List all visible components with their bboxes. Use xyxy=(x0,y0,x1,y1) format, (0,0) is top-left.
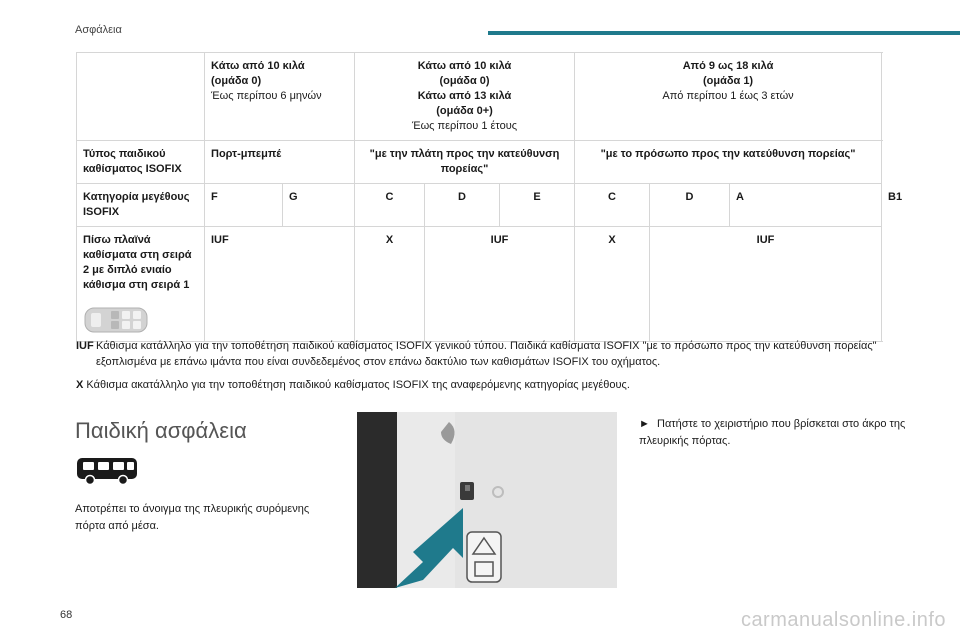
type-group0plus: "με την πλάτη προς την κατεύθυνση πορείας" xyxy=(355,141,575,184)
group0plus-line3: Κάτω από 13 κιλά xyxy=(417,90,512,102)
page-number: 68 xyxy=(60,609,73,621)
header-accent-bar xyxy=(488,31,960,35)
category-cell: C xyxy=(575,184,650,227)
empty-corner-cell xyxy=(77,53,205,141)
note-x xyxy=(76,377,886,393)
group0-age: Έως περίπου 6 μηνών xyxy=(211,90,322,102)
group0plus-line1: Κάτω από 10 κιλά xyxy=(417,60,512,72)
section-title: Παιδική ασφάλεια xyxy=(75,418,247,443)
note-x-key: X xyxy=(76,379,84,391)
category-cell: G xyxy=(283,184,355,227)
group1-group: (ομάδα 1) xyxy=(702,75,754,87)
group0-title: Κάτω από 10 κιλά xyxy=(211,60,305,72)
table-row-seat-type xyxy=(77,141,882,184)
sliding-door-child-lock-photo xyxy=(357,412,617,588)
child-lock-description: Αποτρέπει το άνοιγμα της πλευρικής συρόμενης πόρτα από μέσα. xyxy=(75,503,310,532)
category-cell: F xyxy=(205,184,283,227)
seat-label: Πίσω πλαϊνά καθίσματα στη σειρά 2 με διπλό ενιαίο κάθισμα στη σειρά 1 xyxy=(83,234,192,291)
note-iuf-key: IUF xyxy=(76,340,94,352)
van-icon xyxy=(75,456,139,486)
group1-age: Από περίπου 1 έως 3 ετών xyxy=(662,90,794,102)
table-row-rear-seats xyxy=(77,227,882,342)
note-x-text: Κάθισμα ακατάλληλο για την τοποθέτηση παιδικού καθίσματος ISOFIX της αναφερόμενης κατηγορίας μεγέθους. xyxy=(86,379,630,391)
type-group1: "με το πρόσωπο προς την κατεύθυνση πορείας" xyxy=(575,141,882,184)
group0plus-header xyxy=(355,53,575,141)
category-cell: D xyxy=(425,184,500,227)
seat-label-cell xyxy=(77,227,205,342)
group0plus-line2: (ομάδα 0) xyxy=(439,75,490,87)
group1-header xyxy=(575,53,882,141)
seat-value: X xyxy=(575,227,650,342)
bullet-arrow-icon: ► xyxy=(639,418,650,430)
seat-value: IUF xyxy=(425,227,575,342)
group0-group: (ομάδα 0) xyxy=(211,75,262,87)
category-cell: D xyxy=(650,184,730,227)
watermark: carmanualsonline.info xyxy=(740,609,946,631)
table-row-weight-groups xyxy=(77,53,882,141)
group0-header xyxy=(205,53,355,141)
category-label: Κατηγορία μεγέθους ISOFIX xyxy=(77,184,205,227)
group1-title: Από 9 ως 18 κιλά xyxy=(682,60,774,72)
type-label: Τύπος παιδικού καθίσματος ISOFIX xyxy=(77,141,205,184)
note-iuf xyxy=(76,338,886,370)
type-group0: Πορτ-μπεμπέ xyxy=(205,141,355,184)
category-cell: C xyxy=(355,184,425,227)
group0plus-age: Έως περίπου 1 έτους xyxy=(411,120,518,132)
vehicle-seat-layout-icon xyxy=(83,305,151,335)
note-iuf-line2: εξοπλισμένα με επάνω ιμάντα που είναι συνδεδεμένος στον επάνω δακτύλιο των καθισμάτων ISOFIX του οχήματος. xyxy=(96,356,661,368)
child-lock-instruction xyxy=(639,416,909,450)
seat-value: IUF xyxy=(205,227,355,342)
seat-value: IUF xyxy=(650,227,882,342)
isofix-table xyxy=(76,52,903,342)
header-title: Ασφάλεια xyxy=(75,24,122,36)
category-cell: A xyxy=(730,184,882,227)
category-cell: E xyxy=(500,184,575,227)
child-lock-instruction-text: Πατήστε το χειριστήριο που βρίσκεται στο άκρο της πλευρικής πόρτας. xyxy=(639,418,906,447)
table-row-size-category: Κατηγορία μεγέθους ISOFIX F G C D E C D A B1 xyxy=(77,184,882,227)
note-iuf-line1: Κάθισμα κατάλληλο για την τοποθέτηση παιδικού καθίσματος ISOFIX γενικού τύπου. Παιδικά καθίσματα ISOFIX "με το πρόσωπο προς την κατεύθυνση πορείας" xyxy=(96,340,877,352)
seat-value: X xyxy=(355,227,425,342)
group0plus-line4: (ομάδα 0+) xyxy=(436,105,493,117)
